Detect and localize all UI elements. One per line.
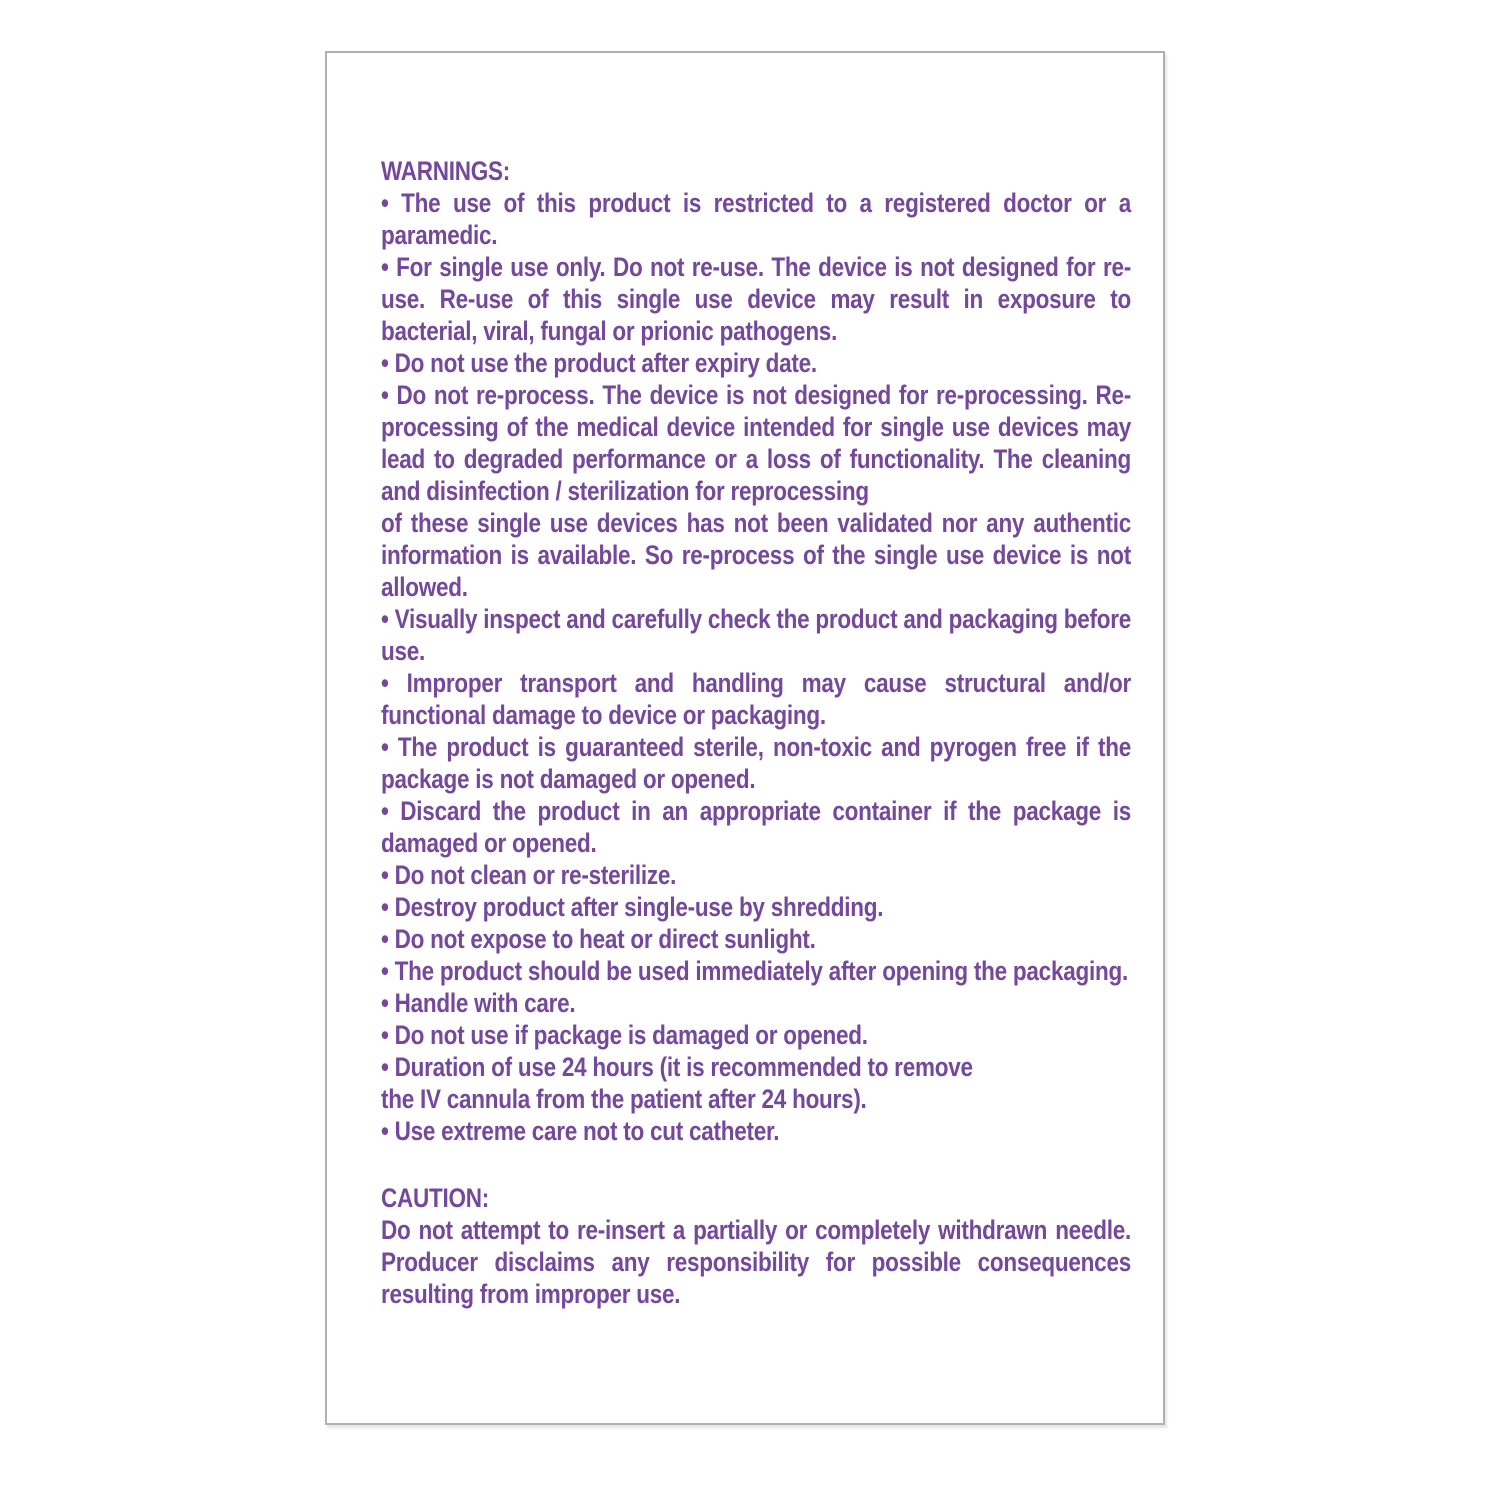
- caution-body: Do not attempt to re-insert a partially or completely withdrawn needle. Producer disclaims any responsibility for possible consequences resulting from improper use.: [381, 1215, 1131, 1309]
- warning-item: • The product is guaranteed sterile, non-toxic and pyrogen free if the package is not damaged or opened.: [381, 732, 1131, 794]
- warning-item: • Improper transport and handling may cause structural and/or functional damage to device or packaging.: [381, 668, 1131, 730]
- warning-item: • Handle with care.: [381, 988, 576, 1018]
- warning-item: • Do not clean or re-sterilize.: [381, 860, 677, 890]
- warning-item: of these single use devices has not been validated nor any authentic information is available. So re-process of the single use device is not allowed.: [381, 508, 1131, 602]
- warning-item: • Do not use the product after expiry date.: [381, 348, 817, 378]
- label-page: [325, 51, 1165, 1425]
- warnings-heading: WARNINGS:: [381, 156, 510, 186]
- warning-item: • Visually inspect and carefully check the product and packaging before use.: [381, 604, 1131, 666]
- warning-item: • For single use only. Do not re-use. The device is not designed for re-use. Re-use of this single use device may result in exposure to bacterial, viral, fungal or prionic pathogens.: [381, 252, 1131, 346]
- warnings-list: [381, 187, 1131, 1147]
- warning-item: • The use of this product is restricted to a registered doctor or a paramedic.: [381, 188, 1131, 250]
- warning-item: • Do not use if package is damaged or opened.: [381, 1020, 868, 1050]
- warning-item: • Duration of use 24 hours (it is recommended to remove: [381, 1052, 973, 1082]
- warning-item: • The product should be used immediately after opening the packaging.: [381, 956, 1128, 986]
- warning-item: • Destroy product after single-use by shredding.: [381, 892, 884, 922]
- warning-item: • Use extreme care not to cut catheter.: [381, 1116, 780, 1146]
- warning-item: • Do not expose to heat or direct sunlight.: [381, 924, 816, 954]
- label-text-block: [381, 155, 1131, 1310]
- warning-item: • Do not re-process. The device is not designed for re-processing. Re-processing of the medical device intended for single use devices may lead to degraded performance or a loss of functionality. The cleaning and disinfection / sterilization for reprocessing: [381, 380, 1131, 506]
- caution-heading: CAUTION:: [381, 1183, 489, 1213]
- warning-item: • Discard the product in an appropriate container if the package is damaged or opened.: [381, 796, 1131, 858]
- warning-item: the IV cannula from the patient after 24 hours).: [381, 1084, 867, 1114]
